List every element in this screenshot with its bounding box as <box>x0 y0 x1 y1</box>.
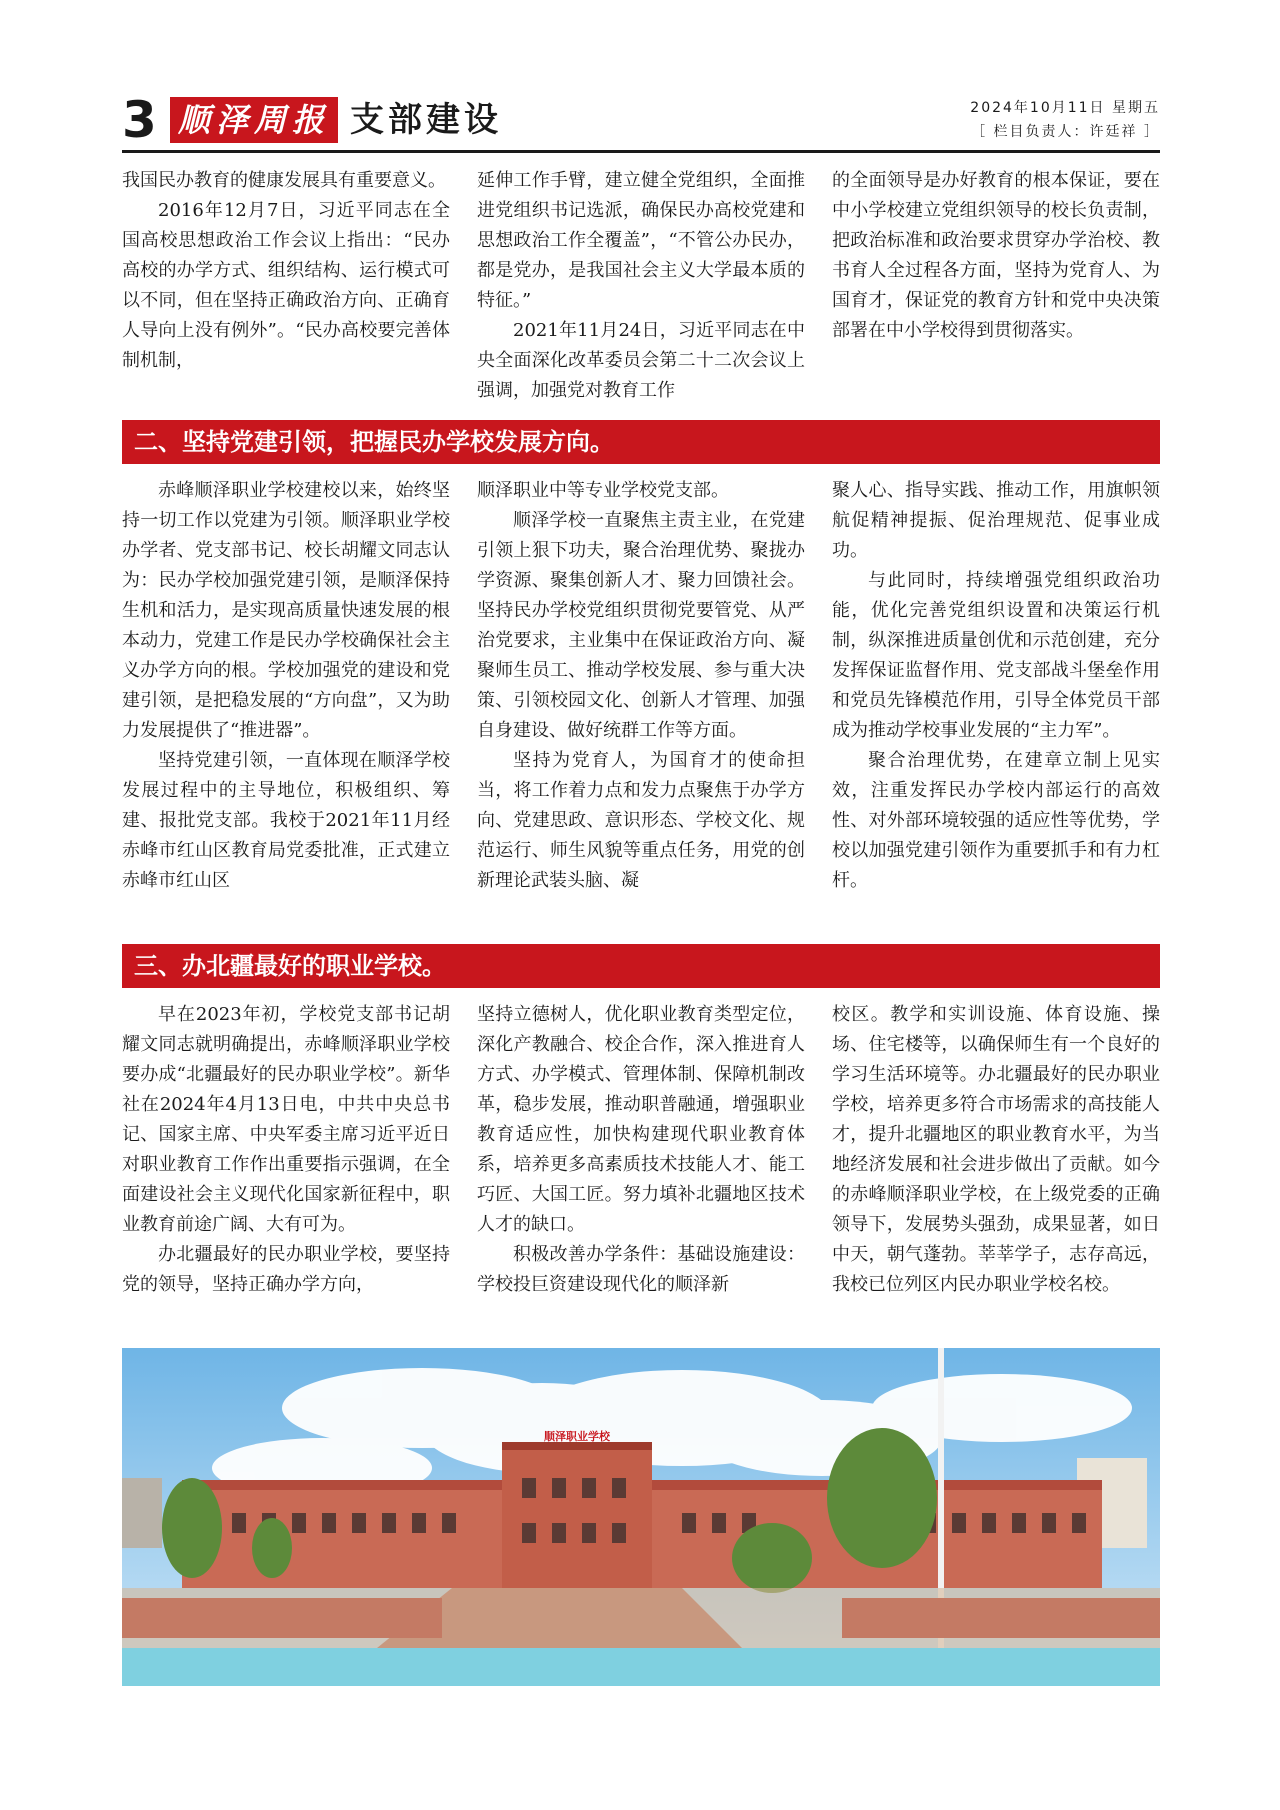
water <box>122 1648 1160 1686</box>
paragraph: 办北疆最好的民办职业学校，要坚持党的领导，坚持正确办学方向， <box>122 1244 450 1295</box>
column-editor: ［ 栏目负责人：许廷祥 ］ <box>971 124 1160 140</box>
paragraph: 2016年12月7日，习近平同志在全国高校思想政治工作会议上指出：“民办高校的办学方式、组织结构、运行模式可以不同，但在坚持正确政治方向、正确育人导向上没有例外”。“民办高校要完善体制机制， <box>122 200 450 371</box>
fence-left <box>122 1598 442 1638</box>
paragraph: 坚持党建引领，一直体现在顺泽学校发展过程中的主导地位，积极组织、筹建、报批党支部。我校于2021年11月经赤峰市红山区教育局党委批准，正式建立赤峰市红山区 <box>122 750 450 891</box>
campus-photo-illustration <box>122 1348 1160 1686</box>
school-sign: 顺泽职业学校 <box>544 1430 610 1443</box>
issue-date: 2024年10月11日 星期五 <box>970 100 1160 116</box>
paragraph: 积极改善办学条件：基础设施建设：学校投巨资建设现代化的顺泽新 <box>477 1244 805 1295</box>
distant-building <box>122 1478 162 1548</box>
section-3-col-3 <box>832 1000 1160 1300</box>
page-header <box>122 92 1160 148</box>
section-2-heading: 二、坚持党建引领，把握民办学校发展方向。 <box>122 420 1160 464</box>
paragraph: 早在2023年初，学校党支部书记胡耀文同志就明确提出，赤峰顺泽职业学校要办成“北疆最好的民办职业学校”。新华社在2024年4月13日电，中共中央总书记、国家主席、中央军委主席习近平近日对职业教育工作作出重要指示强调，在全面建设社会主义现代化国家新征程中，职业教育前途广阔、大有可为。 <box>122 1004 450 1235</box>
paragraph: 赤峰顺泽职业学校建校以来，始终坚持一切工作以党建为引领。顺泽职业学校办学者、党支部书记、校长胡耀文同志认为：民办学校加强党建引领，是顺泽保持生机和活力，是实现高质量快速发展的根本动力，党建工作是民办学校确保社会主义办学方向的根。学校加强党的建设和党建引领，是把稳发展的“方向盘”，又为助力发展提供了“推进器”。 <box>122 480 450 741</box>
paragraph: 顺泽学校一直聚焦主责主业，在党建引领上狠下功夫，聚合治理优势、聚拢办学资源、聚集创新人才、聚力回馈社会。坚持民办学校党组织贯彻党要管党、从严治党要求，主业集中在保证政治方向、凝聚师生员工、推动学校发展、参与重大决策、引领校园文化、创新人才管理、加强自身建设、做好统群工作等方面。 <box>477 510 805 741</box>
intro-col-3 <box>832 166 1160 406</box>
section-title: 支部建设 <box>350 100 502 140</box>
intro-columns <box>122 166 1160 406</box>
section-2-col-3 <box>832 476 1160 896</box>
newspaper-logo: 顺泽周报 <box>170 97 338 143</box>
paragraph: 坚持立德树人，优化职业教育类型定位，深化产教融合、校企合作，深入推进育人方式、办学模式、管理体制、保障机制改革，稳步发展，推动职普融通，增强职业教育适应性，加快构建现代职业教育体系，培养更多高素质技术技能人才、能工巧匠、大国工匠。努力填补北疆地区技术人才的缺口。 <box>477 1004 805 1235</box>
intro-col-1 <box>122 166 450 406</box>
section-2-col-1 <box>122 476 450 896</box>
fence-right <box>842 1598 1160 1638</box>
paragraph: 与此同时，持续增强党组织政治功能，优化完善党组织设置和决策运行机制，纵深推进质量创优和示范创建，充分发挥保证监督作用、党支部战斗堡垒作用和党员先锋模范作用，引导全体党员干部成为推动学校事业发展的“主力军”。 <box>832 570 1160 741</box>
paragraph: 的全面领导是办好教育的根本保证，要在中小学校建立党组织领导的校长负责制，把政治标准和政治要求贯穿办学治校、教书育人全过程各方面，坚持为党育人、为国育才，保证党的教育方针和党中央决策部署在中小学校得到贯彻落实。 <box>832 170 1160 341</box>
paragraph: 2021年11月24日，习近平同志在中央全面深化改革委员会第二十二次会议上强调，加强党对教育工作 <box>477 320 805 401</box>
section-3-col-2 <box>477 1000 805 1300</box>
issue-info <box>970 96 1160 144</box>
paragraph: 聚人心、指导实践、推动工作，用旗帜领航促精神提振、促治理规范、促事业成功。 <box>832 480 1160 561</box>
section-3-heading: 三、办北疆最好的职业学校。 <box>122 944 1160 988</box>
page-number: 3 <box>122 91 157 149</box>
paragraph: 延伸工作手臂，建立健全党组织，全面推进党组织书记选派，确保民办高校党建和思想政治工作全覆盖”，“不管公办民办，都是党办，是我国社会主义大学最本质的特征。” <box>477 170 805 311</box>
section-2-columns <box>122 476 1160 896</box>
intro-col-2 <box>477 166 805 406</box>
paragraph: 坚持为党育人，为国育才的使命担当，将工作着力点和发力点聚焦于办学方向、党建思政、意识形态、学校文化、规范运行、师生风貌等重点任务，用党的创新理论武装头脑、凝 <box>477 750 805 891</box>
campus-photo <box>122 1348 1160 1686</box>
section-2-col-2 <box>477 476 805 896</box>
section-3-columns <box>122 1000 1160 1300</box>
paragraph: 校区。教学和实训设施、体育设施、操场、住宅楼等，以确保师生有一个良好的学习生活环境等。办北疆最好的民办职业学校，培养更多符合市场需求的高技能人才，提升北疆地区的职业教育水平，为当地经济发展和社会进步做出了贡献。如今的赤峰顺泽职业学校，在上级党委的正确领导下，发展势头强劲，成果显著，如日中天，朝气蓬勃。莘莘学子，志存高远，我校已位列区内民办职业学校名校。 <box>832 1004 1160 1295</box>
paragraph: 顺泽职业中等专业学校党支部。 <box>477 480 729 501</box>
section-3-col-1 <box>122 1000 450 1300</box>
paragraph: 我国民办教育的健康发展具有重要意义。 <box>122 170 446 191</box>
header-divider <box>122 150 1160 153</box>
paragraph: 聚合治理优势，在建章立制上见实效，注重发挥民办学校内部运行的高效性、对外部环境较强的适应性等优势，学校以加强党建引领作为重要抓手和有力杠杆。 <box>832 750 1160 891</box>
